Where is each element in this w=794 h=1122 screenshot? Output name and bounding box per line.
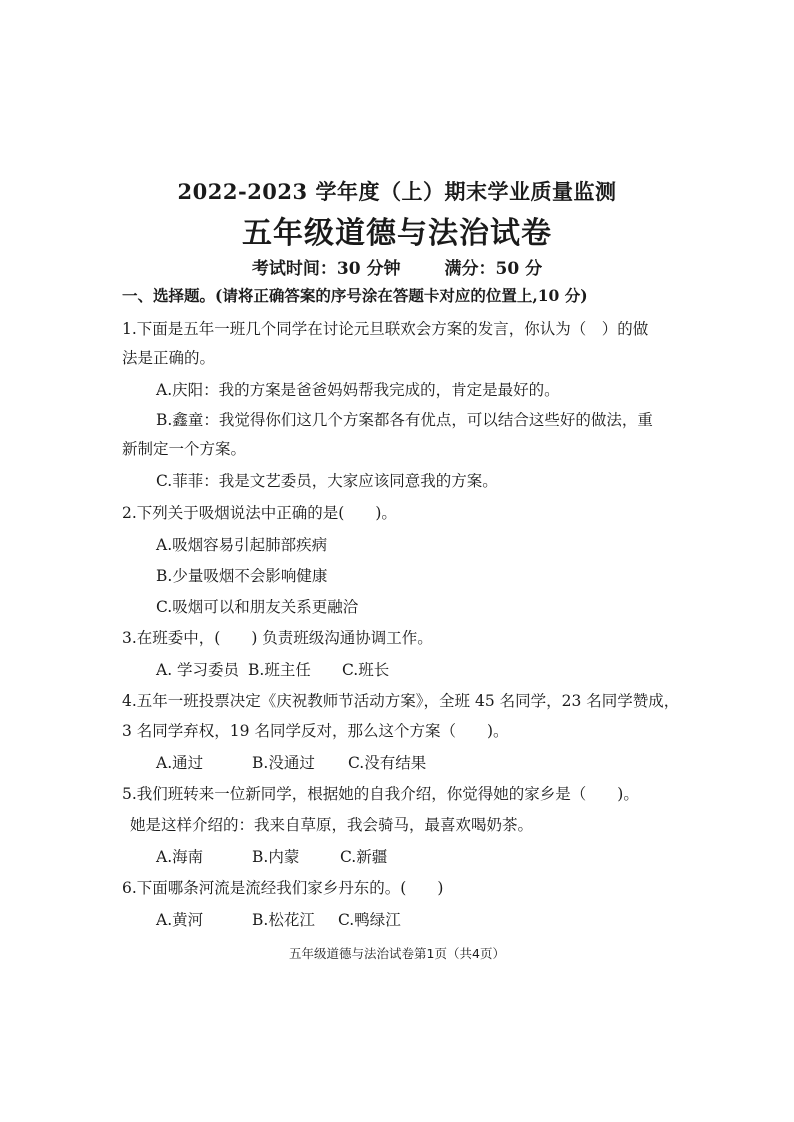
question-4-options [156, 753, 426, 773]
question-4-option-a: A.通过 [156, 754, 204, 772]
question-1-option-a: A.庆阳：我的方案是爸爸妈妈帮我完成的，肯定是最好的。 [156, 381, 560, 399]
question-5-line-2: 她是这样介绍的：我来自草原，我会骑马，最喜欢喝奶茶。 [130, 816, 534, 834]
question-2-line-1: 2.下列关于吸烟说法中正确的是( )。 [122, 504, 397, 522]
question-2-option-a: A.吸烟容易引起肺部疾病 [156, 536, 328, 554]
question-4-line-2: 3 名同学弃权，19 名同学反对，那么这个方案（ )。 [122, 722, 509, 740]
question-6-option-b: B.松花江 [252, 911, 315, 929]
exam-subject-title: 五年级道德与法治试卷 [242, 216, 552, 251]
question-3-line-1: 3.在班委中，( ) 负责班级沟通协调工作。 [122, 629, 433, 647]
exam-term-title: 2022-2023 学年度（上）期末学业质量监测 [177, 179, 617, 204]
question-3-option-c: C.班长 [342, 661, 390, 679]
question-5-option-c: C.新疆 [340, 848, 388, 866]
question-1-option-b-cont: 新制定一个方案。 [122, 440, 247, 458]
question-1-option-c: C.菲菲：我是文艺委员，大家应该同意我的方案。 [156, 472, 498, 490]
question-5-options [156, 847, 387, 867]
section-title: 一、选择题。(请将正确答案的序号涂在答题卡对应的位置上,10 分) [122, 286, 588, 305]
question-1-option-b: B.鑫童：我觉得你们这几个方案都各有优点，可以结合这些好的做法，重 [156, 411, 653, 429]
question-5-option-a: A.海南 [156, 848, 204, 866]
page-footer: 五年级道德与法治试卷第1页（共4页） [289, 946, 505, 961]
question-5-option-b: B.内蒙 [252, 848, 300, 866]
exam-time: 考试时间：30 分钟 [251, 259, 401, 279]
question-2-option-b: B.少量吸烟不会影响健康 [156, 567, 328, 585]
question-3-option-a: A. 学习委员 [156, 661, 240, 679]
question-2-option-c: C.吸烟可以和朋友关系更融洽 [156, 598, 359, 616]
full-score: 满分：50 分 [444, 259, 543, 279]
question-4-line-1: 4.五年一班投票决定《庆祝教师节活动方案》，全班 45 名同学，23 名同学赞成， [122, 692, 680, 710]
question-4-option-c: C.没有结果 [348, 754, 427, 772]
exam-info [0, 254, 794, 279]
question-1-line-2: 法是正确的。 [122, 349, 216, 367]
question-6-line-1: 6.下面哪条河流是流经我们家乡丹东的。( ) [122, 879, 444, 897]
question-6-option-c: C.鸭绿江 [338, 911, 401, 929]
question-6-option-a: A.黄河 [156, 911, 204, 929]
question-6-options [156, 910, 401, 930]
question-5-line-1: 5.我们班转来一位新同学，根据她的自我介绍，你觉得她的家乡是（ )。 [122, 785, 639, 803]
question-4-option-b: B.没通过 [252, 754, 315, 772]
question-1-line-1: 1.下面是五年一班几个同学在讨论元旦联欢会方案的发言，你认为（ ）的做 [122, 320, 649, 338]
question-3-option-b: B.班主任 [248, 661, 311, 679]
question-3-options [156, 660, 389, 680]
